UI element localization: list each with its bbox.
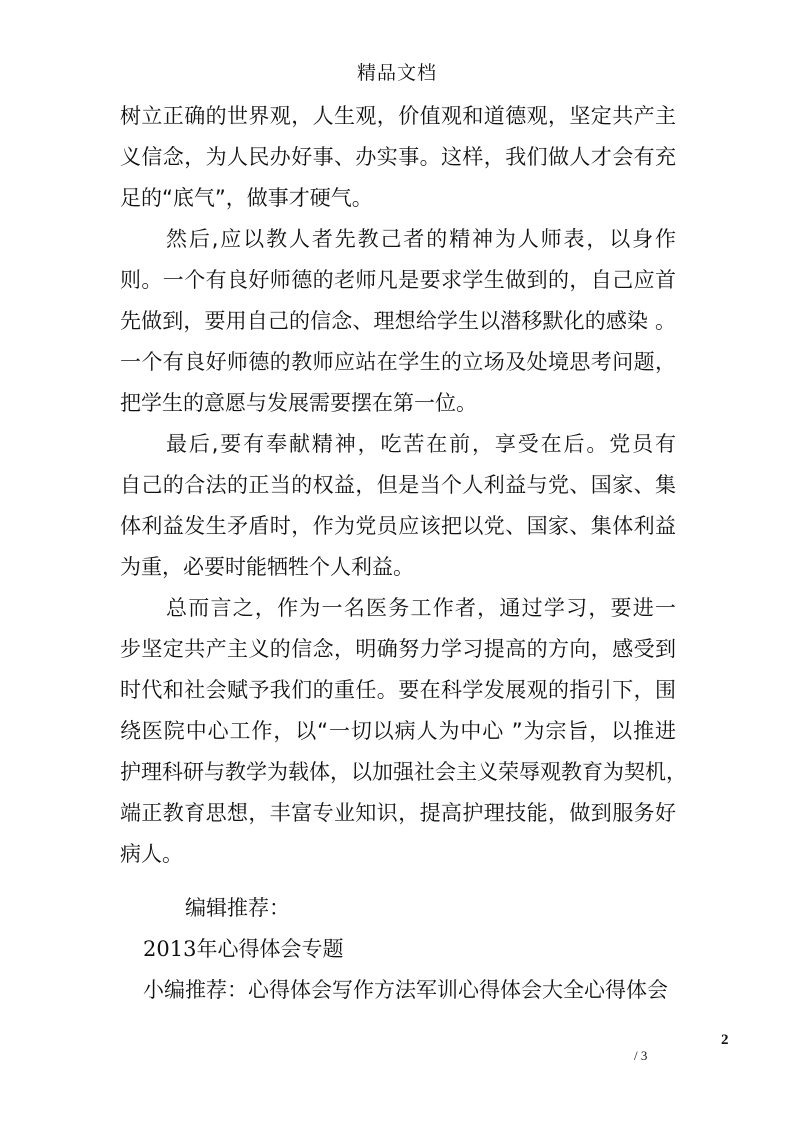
topic-link[interactable] — [143, 929, 343, 970]
text-line: 护理科研与教学为载体，以加强社会主义荣辱观教育为契机， — [120, 760, 687, 784]
text-line: 树立正确的世界观，人生观，价值观和道德观，坚定共产主 — [120, 104, 676, 128]
paragraph — [120, 424, 676, 588]
text-line: 最后,要有奉献精神，吃苦在前，享受在后。党员有 — [166, 432, 676, 456]
topic-year: 2013 — [143, 937, 197, 961]
recommend-links[interactable]: 小编推荐：心得体会写作方法军训心得体会大全心得体会 — [143, 978, 668, 1002]
text-line: 病人。 — [120, 842, 183, 866]
page-number: 2 — [721, 1032, 729, 1048]
text-line: 然后,应以教人者先教己者的精神为人师表，以身作 — [166, 227, 676, 251]
text-line: 一个有良好师德的教师应站在学生的立场及处境思考问题， — [120, 350, 676, 374]
text-line: 为重，必要时能牺牲个人利益。 — [120, 555, 414, 579]
text-line: 端正教育思想，丰富专业知识，提高护理技能，做到服务好 — [120, 801, 676, 825]
document-header-title: 精品文档 — [356, 62, 437, 84]
text-line: 先做到，要用自己的信念、理想给学生以潜移默化的感染 。 — [120, 309, 676, 333]
text-line: 义信念，为人民办好事、办实事。这样，我们做人才会有充 — [120, 145, 676, 169]
document-body — [120, 96, 687, 875]
text-line: 时代和社会赋予我们的重任。要在科学发展观的指引下，围 — [120, 678, 676, 702]
text-line: 总而言之，作为一名医务工作者，通过学习，要进一 — [166, 596, 676, 620]
text-line: 则。一个有良好师德的老师凡是要求学生做到的，自己应首 — [120, 268, 676, 292]
paragraph — [120, 96, 676, 219]
paragraph — [120, 219, 676, 424]
text-line: 体利益发生矛盾时，作为党员应该把以党、国家、集体利益 — [120, 514, 676, 538]
text-line: 绕医院中心工作，以“一切以病人为中心 ”为宗旨，以推进 — [120, 719, 676, 743]
text-line: 步坚定共产主义的信念，明确努力学习提高的方向，感受到 — [120, 637, 676, 661]
text-line: 自己的合法的正当的权益，但是当个人利益与党、国家、集 — [120, 473, 676, 497]
text-line: 足的“底气”，做事才硬气。 — [120, 186, 373, 210]
text-line: 把学生的意愿与发展需要摆在第一位。 — [120, 391, 477, 415]
editor-recommend-heading: 编辑推荐： — [185, 896, 290, 920]
page-total: / 3 — [634, 1048, 648, 1063]
topic-text: 年心得体会专题 — [196, 937, 344, 961]
paragraph — [120, 588, 687, 875]
